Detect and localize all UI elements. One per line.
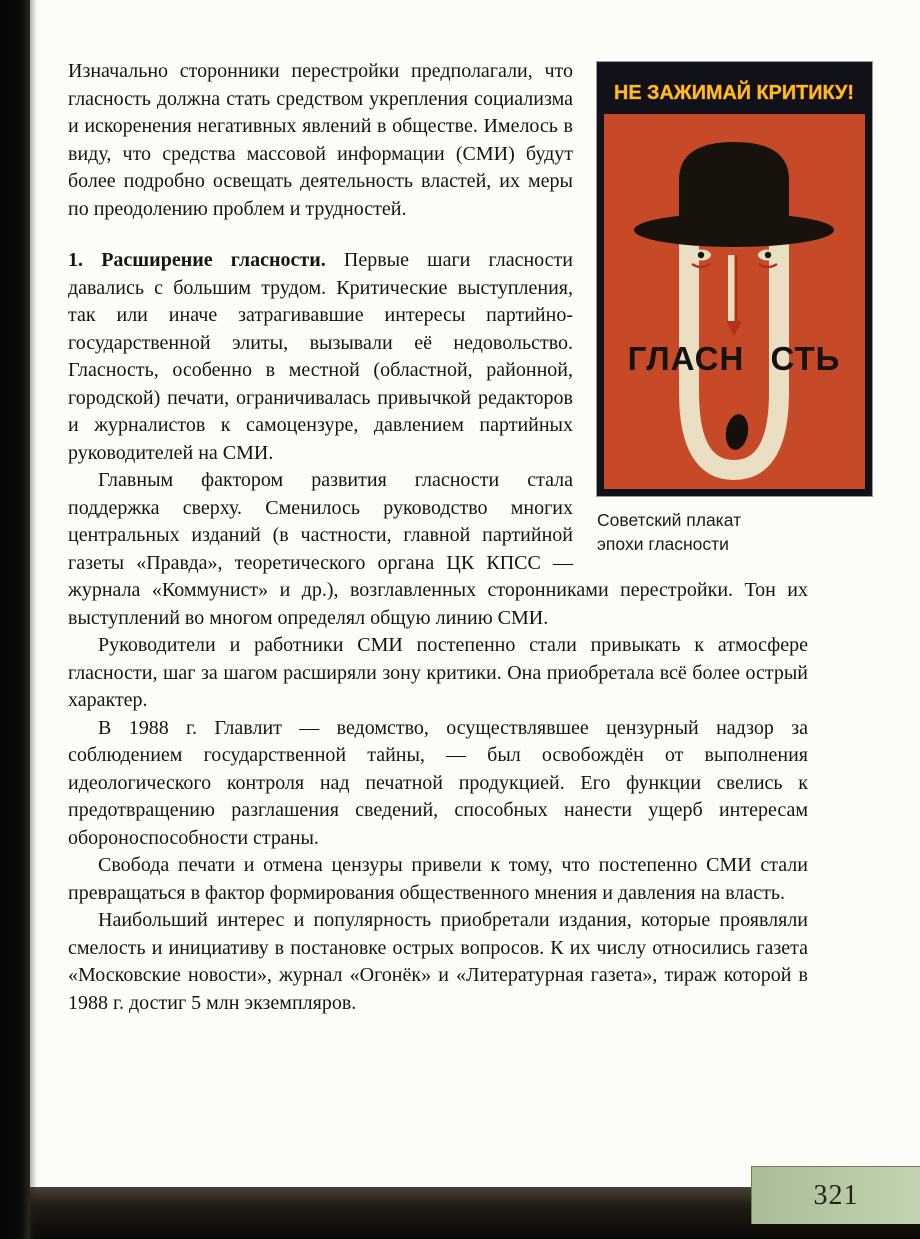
- poster-caption: Советский плакат эпохи гласности: [597, 510, 742, 554]
- body-paragraph: Руководители и работники СМИ постепенно стали привыкать к атмосфере гласности, шаг за шагом расширяли зону критики. Она приобретала всё более острый характер.: [68, 634, 808, 711]
- poster-banner-text: НЕ ЗАЖИМАЙ КРИТИКУ!: [614, 82, 857, 104]
- body-paragraph: Главным фактором развития гласности стала поддержка сверху. Сменилось руководство многих центральных изданий (в частности, главной партийной газеты «Правда», теоретического органа ЦК КПСС — журнала «Коммунист» и др.), возглавленных сторонниками перестройки. Тон их выступлений во многом определял общую линию СМИ.: [68, 469, 808, 629]
- body-paragraph: В 1988 г. Главлит — ведомство, осуществлявшее цензурный надзор за соблюдением государственной тайны, — был освобождён от выполнения идеологического контроля над печатной продукцией. Его функции свелись к предотвращению разглашения сведений, способных нанести ущерб интересам обороноспособности страны.: [68, 716, 808, 849]
- page-number-badge: [751, 1166, 920, 1224]
- body-paragraph: Наибольший интерес и популярность приобретали издания, которые проявляли смелость и инициативу в постановке острых вопросов. К их числу относились газета «Московские новости», журнал «Огонёк» и «Литературная газета», тираж которой в 1988 г. достиг 5 млн экземпляров.: [68, 909, 808, 1014]
- poster-word-text: ГЛАСН СТЬ: [627, 340, 841, 377]
- intro-paragraph: Изначально сторонники перестройки предполагали, что гласность должна стать средством укрепления социализма и искоренения негативных явлений в обществе. Имелось в виду, что средства массовой информации (СМИ) будут более подробно освещать деятельность властей, их меры по преодолению проблем и трудностей.: [68, 60, 573, 220]
- body-paragraph: Свобода печати и отмена цензуры привели к тому, что постепенно СМИ стали превращаться в фактор формирования общественного мнения и давления на власть.: [68, 854, 808, 904]
- poster-image: [597, 62, 872, 496]
- section-body: Первые шаги гласности давались с большим трудом. Критические выступления, так или иначе затрагивавшие интересы партийно-государственной элиты, вызывали её недовольство. Гласность, особенно в местной (областной, районной, городской) печати, ограничивалась привычкой редакторов и журналистов к самоцензуре, давлением партийных руководителей на СМИ.: [68, 249, 573, 464]
- page-edge-left: [0, 0, 30, 1239]
- poster-figure: [597, 62, 872, 556]
- page-number: 321: [813, 1179, 859, 1211]
- section-heading: 1. Расширение гласности.: [68, 249, 326, 271]
